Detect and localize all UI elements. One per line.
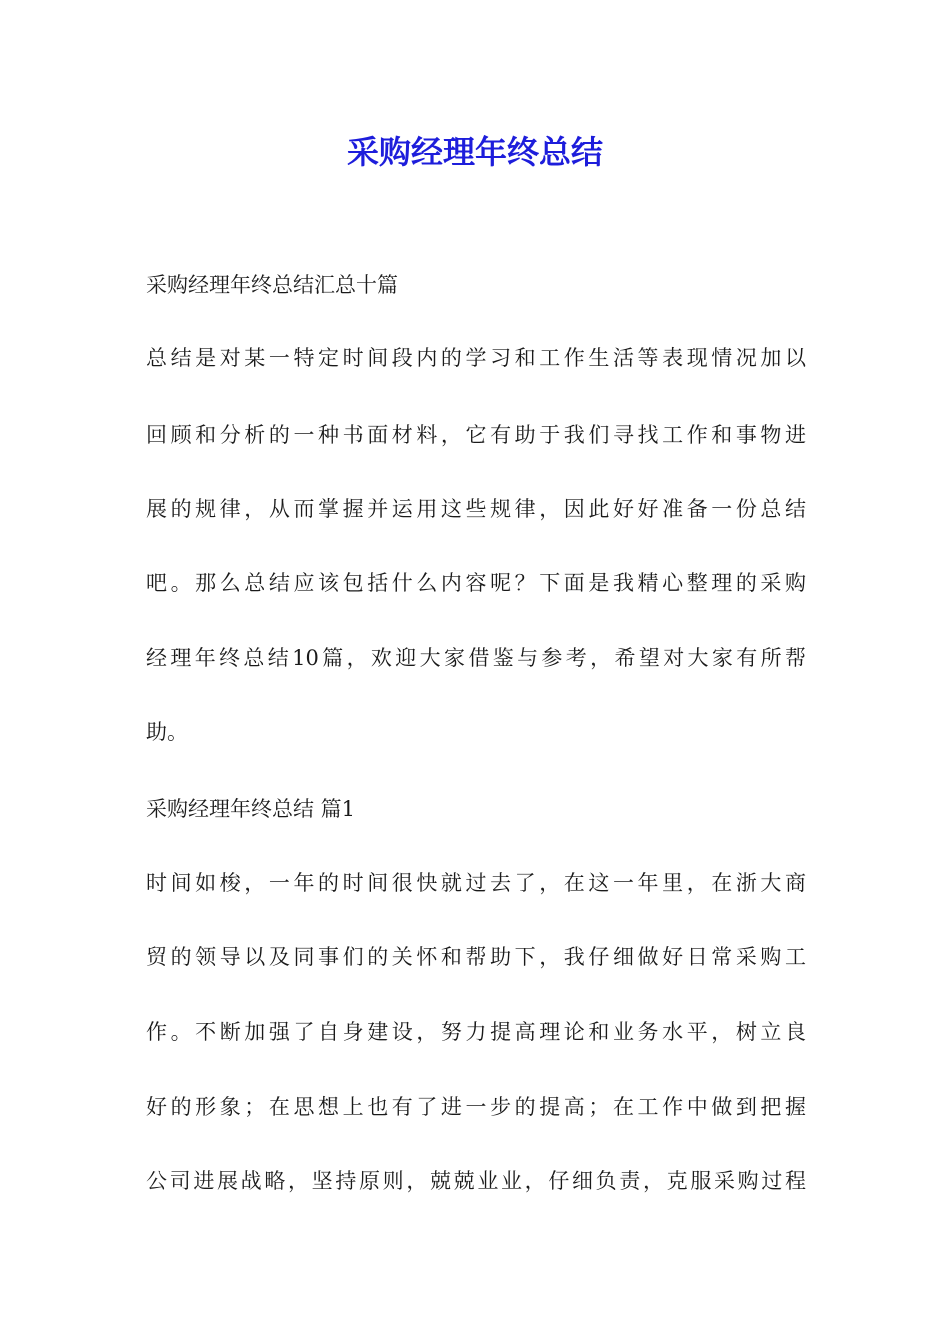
section-line: 时间如梭，一年的时间很快就过去了，在这一年里，在浙大商 bbox=[146, 871, 806, 895]
document-subtitle: 采购经理年终总结汇总十篇 bbox=[146, 273, 398, 297]
section-line: 作。不断加强了自身建设，努力提高理论和业务水平，树立良 bbox=[146, 1020, 806, 1044]
section-heading: 采购经理年终总结 篇1 bbox=[146, 797, 356, 821]
intro-line: 经理年终总结10篇，欢迎大家借鉴与参考，希望对大家有所帮 bbox=[146, 646, 806, 670]
intro-line: 总结是对某一特定时间段内的学习和工作生活等表现情况加以 bbox=[146, 346, 806, 370]
section-line: 公司进展战略，坚持原则，兢兢业业，仔细负责，克服采购过程 bbox=[146, 1169, 806, 1193]
document-title: 采购经理年终总结 bbox=[346, 133, 603, 171]
intro-line: 展的规律，从而掌握并运用这些规律，因此好好准备一份总结 bbox=[146, 497, 806, 521]
intro-line: 回顾和分析的一种书面材料，它有助于我们寻找工作和事物进 bbox=[146, 423, 806, 447]
intro-line: 助。 bbox=[146, 720, 188, 744]
section-line: 好的形象；在思想上也有了进一步的提高；在工作中做到把握 bbox=[146, 1095, 806, 1119]
intro-line: 吧。那么总结应该包括什么内容呢？下面是我精心整理的采购 bbox=[146, 571, 806, 595]
section-line: 贸的领导以及同事们的关怀和帮助下，我仔细做好日常采购工 bbox=[146, 945, 806, 969]
